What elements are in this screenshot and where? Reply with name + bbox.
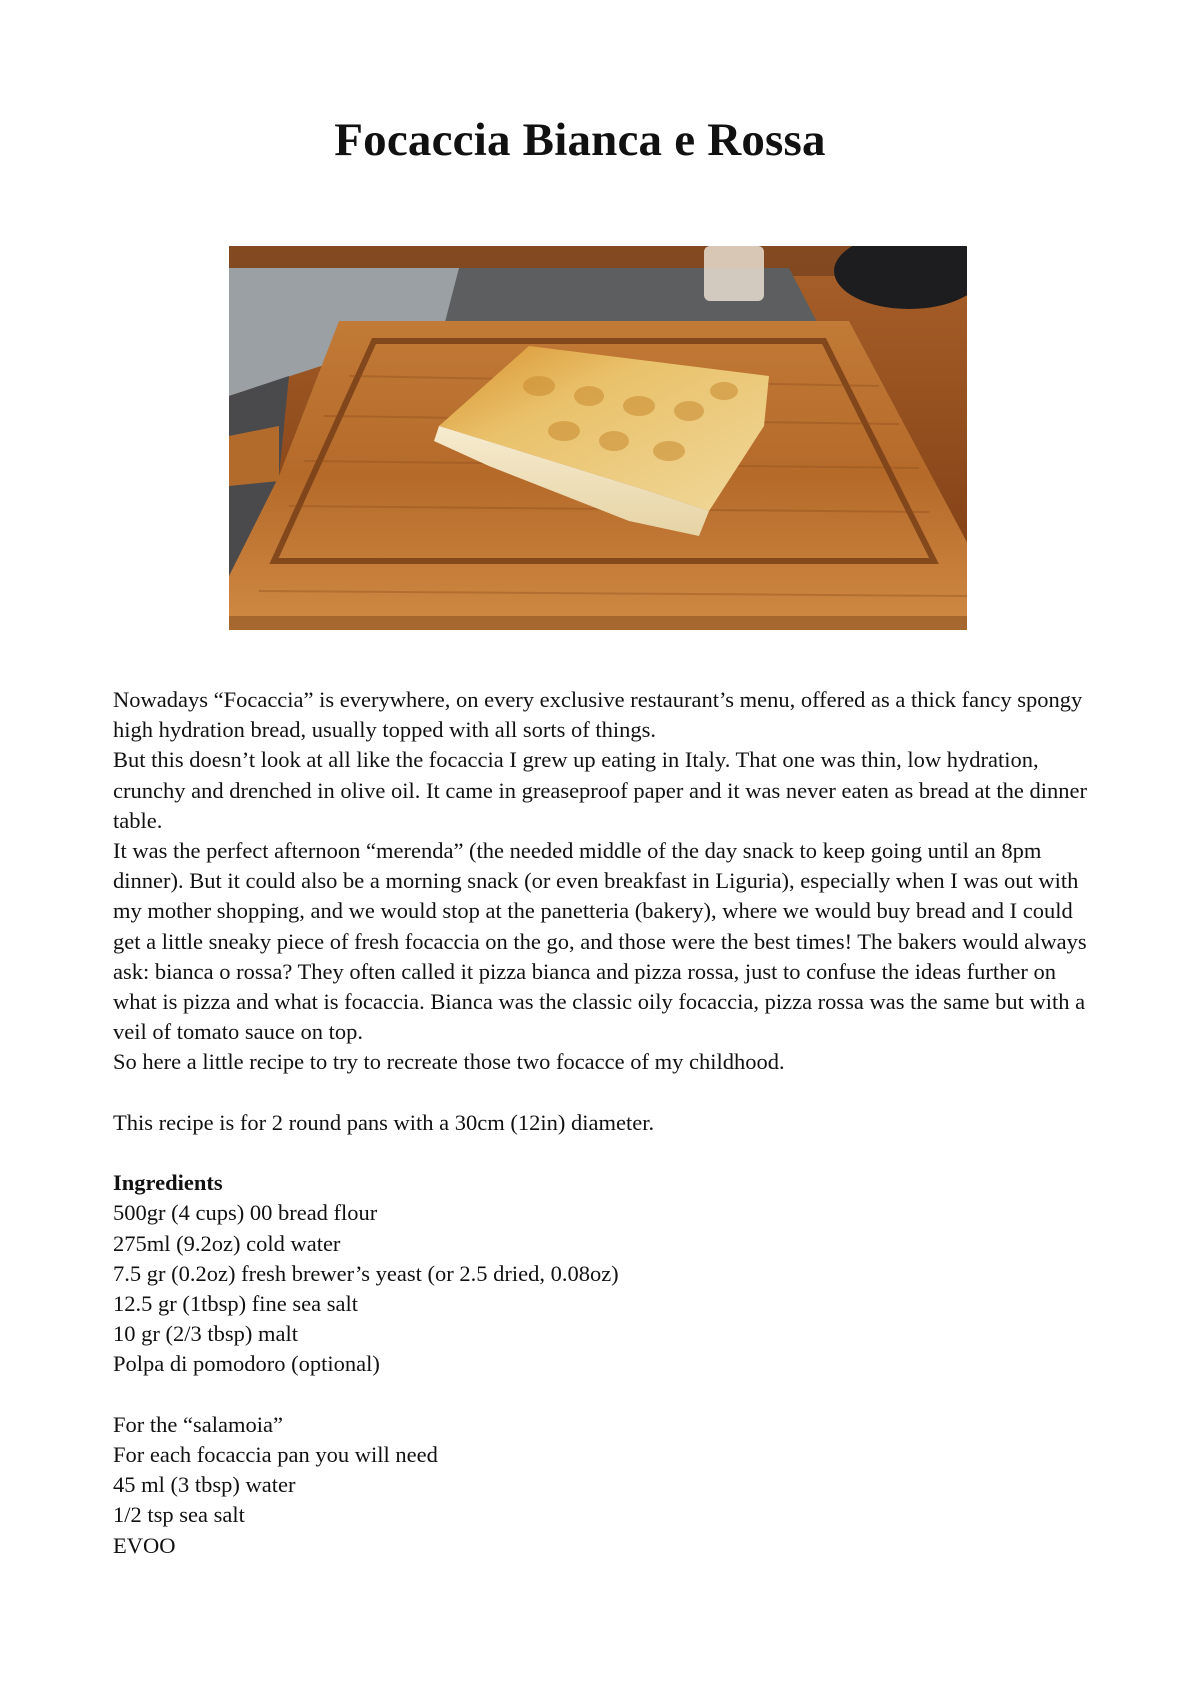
intro-paragraph: But this doesn’t look at all like the focaccia I grew up eating in Italy. That one was thin, low hydration, crunchy and drenched in olive oil. It came in greaseproof paper and it was never eaten as bread at the dinner table.	[113, 747, 1087, 833]
ingredient-item: 12.5 gr (1tbsp) fine sea salt	[113, 1291, 358, 1317]
intro-paragraph: It was the perfect afternoon “merenda” (the needed middle of the day snack to keep going until an 8pm dinner). But it could also be a morning snack (or even breakfast in Liguria), especially when I was out with my mother shopping, and we would stop at the panetteria (bakery), where we would buy bread and I could get a little sneaky piece of fresh focaccia on the go, and those were the best times! The bakers would always ask: bianca o rossa? They often called it pizza bianca and pizza rossa, just to confuse the ideas further on what is pizza and what is focaccia. Bianca was the classic oily focaccia, pizza rossa was the same but with a veil of tomato sauce on top.	[113, 838, 1087, 1045]
body-text	[113, 685, 1093, 1561]
ingredient-item: 275ml (9.2oz) cold water	[113, 1230, 341, 1256]
intro-paragraph: So here a little recipe to try to recreate those two focacce of my childhood.	[113, 1049, 785, 1075]
spacer	[113, 1138, 1093, 1168]
ingredient-item: 10 gr (2/3 tbsp) malt	[113, 1321, 298, 1347]
salamoia-heading: For the “salamoia”	[113, 1411, 283, 1437]
yield-note: This recipe is for 2 round pans with a 30cm (12in) diameter.	[113, 1109, 655, 1135]
salamoia-item: EVOO	[113, 1532, 176, 1558]
ingredients-heading: Ingredients	[113, 1170, 223, 1196]
spacer	[113, 1380, 1093, 1410]
page-title: Focaccia Bianca e Rossa	[334, 114, 826, 166]
ingredient-item: 500gr (4 cups) 00 bread flour	[113, 1200, 378, 1226]
salamoia-item: 45 ml (3 tbsp) water	[113, 1472, 296, 1498]
intro-paragraph: Nowadays “Focaccia” is everywhere, on every exclusive restaurant’s menu, offered as a thick fancy spongy high hydration bread, usually topped with all sorts of things.	[113, 687, 1083, 743]
salamoia-item: 1/2 tsp sea salt	[113, 1502, 245, 1528]
ingredient-item: Polpa di pomodoro (optional)	[113, 1351, 380, 1377]
salamoia-subheading: For each focaccia pan you will need	[113, 1442, 438, 1468]
focaccia-photo	[229, 246, 967, 630]
spacer	[113, 1078, 1093, 1108]
ingredient-item: 7.5 gr (0.2oz) fresh brewer’s yeast (or 2.5 dried, 0.08oz)	[113, 1260, 619, 1286]
